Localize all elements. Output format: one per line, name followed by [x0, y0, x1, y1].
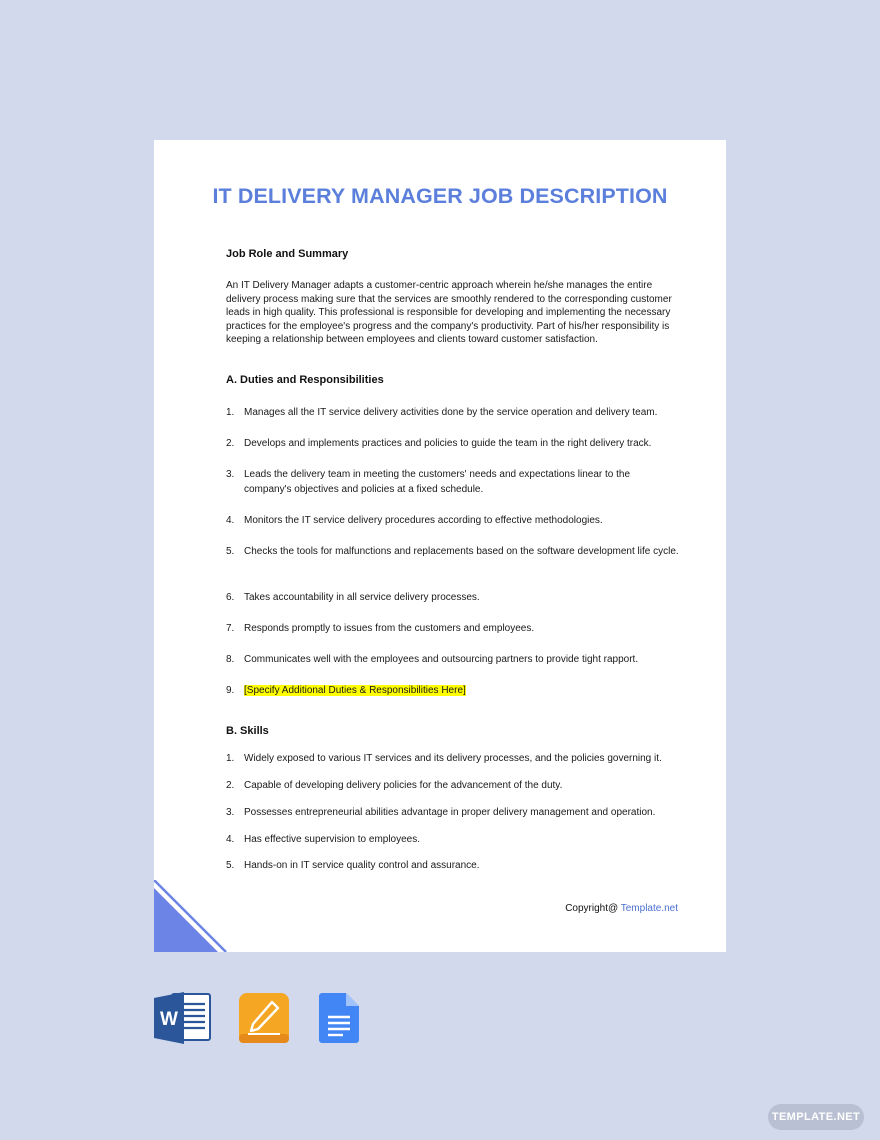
item-text: Develops and implements practices and policies to guide the team in the right delivery track. — [244, 438, 652, 449]
item-number: 7. — [226, 623, 235, 634]
skill-item — [226, 805, 680, 820]
item-number: 8. — [226, 654, 235, 665]
template-net-link[interactable]: Template.net — [620, 903, 678, 914]
item-text: Responds promptly to issues from the customers and employees. — [244, 623, 535, 634]
duty-item — [226, 513, 680, 528]
item-text: Leads the delivery team in meeting the customers' needs and expectations linear to the company's objectives and policies at a fixed schedule. — [244, 469, 631, 495]
skill-item — [226, 751, 680, 766]
item-text: Hands-on in IT service quality control and assurance. — [244, 860, 480, 871]
duty-item — [226, 405, 680, 420]
item-number: 1. — [226, 407, 235, 418]
item-text: Takes accountability in all service delivery processes. — [244, 592, 480, 603]
pages-icon[interactable] — [238, 992, 290, 1049]
item-number: 6. — [226, 592, 235, 603]
document-page — [154, 140, 726, 952]
item-number: 3. — [226, 469, 235, 480]
duty-item — [226, 436, 680, 451]
item-text: Widely exposed to various IT services and its delivery processes, and the policies governing it. — [244, 753, 662, 764]
duty-item — [226, 544, 680, 559]
item-number: 5. — [226, 860, 235, 871]
skills-heading: B. Skills — [226, 725, 269, 737]
item-number: 1. — [226, 753, 235, 764]
document-title: IT DELIVERY MANAGER JOB DESCRIPTION — [212, 184, 668, 208]
word-icon[interactable] — [154, 992, 212, 1049]
google-docs-icon[interactable] — [318, 992, 360, 1049]
skill-item — [226, 858, 680, 873]
item-number: 5. — [226, 546, 235, 557]
template-net-badge[interactable]: TEMPLATE.NET — [768, 1104, 864, 1130]
item-number: 4. — [226, 834, 235, 845]
corner-decoration — [154, 880, 234, 952]
summary-paragraph: An IT Delivery Manager adapts a customer-centric approach wherein he/she manages the entire delivery process making sure that the services are smoothly rendered to the corresponding customer leads in high quality. This professional is responsible for developing and implementing the necessary practices for the employee's progress and the company's productivity. Part of his/her responsibility is keeping a relationship between employees and clients toward customer satisfaction. — [226, 280, 672, 345]
item-number: 3. — [226, 807, 235, 818]
duties-heading: A. Duties and Responsibilities — [226, 374, 384, 386]
item-text: Checks the tools for malfunctions and replacements based on the software development life cycle. — [244, 546, 679, 557]
item-text: Possesses entrepreneurial abilities advantage in proper delivery management and operation. — [244, 807, 656, 818]
copyright-line — [565, 903, 678, 914]
duty-item — [226, 590, 680, 605]
duty-item — [226, 621, 680, 636]
duty-item — [226, 467, 680, 497]
highlighted-placeholder-text[interactable]: [Specify Additional Duties & Responsibilities Here] — [244, 685, 466, 696]
word-letter: W — [160, 1009, 178, 1030]
item-number: 9. — [226, 685, 235, 696]
item-text: Manages all the IT service delivery activities done by the service operation and delivery team. — [244, 407, 658, 418]
item-text: Monitors the IT service delivery procedures according to effective methodologies. — [244, 515, 603, 526]
skill-item — [226, 832, 680, 847]
item-text: Has effective supervision to employees. — [244, 834, 421, 845]
skill-item — [226, 778, 680, 793]
item-number: 4. — [226, 515, 235, 526]
job-role-heading: Job Role and Summary — [226, 248, 349, 260]
item-number: 2. — [226, 780, 235, 791]
duty-item-placeholder — [226, 683, 680, 698]
duty-item — [226, 652, 680, 667]
copyright-label: Copyright@ — [565, 903, 621, 914]
item-number: 2. — [226, 438, 235, 449]
item-text: Communicates well with the employees and outsourcing partners to provide tight rapport. — [244, 654, 639, 665]
item-text: Capable of developing delivery policies for the advancement of the duty. — [244, 780, 563, 791]
